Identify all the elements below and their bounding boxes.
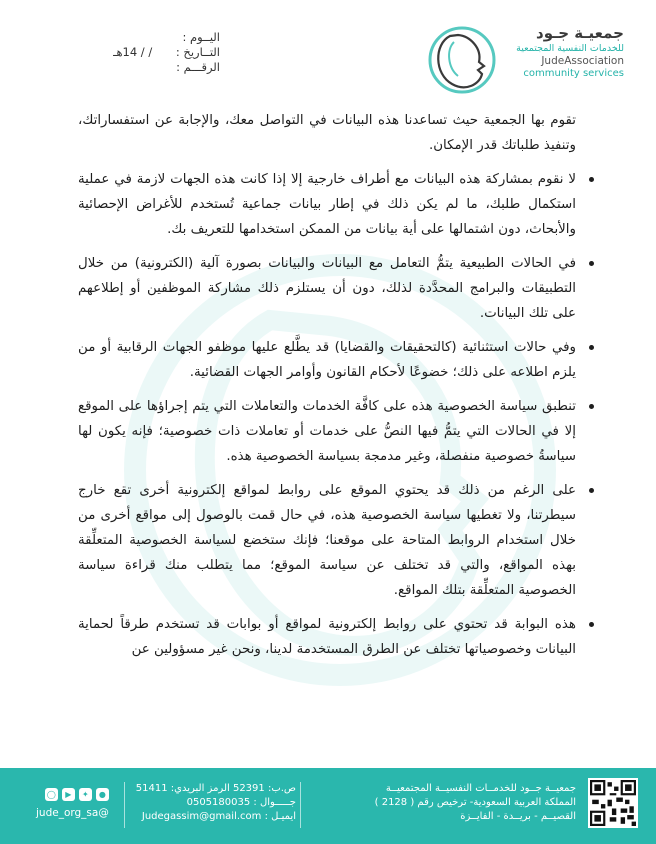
footer-mobile[interactable]: جـــــوال : 0505180035 [186, 797, 296, 808]
qr-code-icon[interactable] [588, 778, 638, 828]
footer-location: القصيــم - بريــدة - الفايــزة [460, 811, 576, 822]
meta-day [60, 30, 220, 45]
footer-bar [0, 768, 656, 844]
bullet-dot-icon [589, 622, 594, 627]
intro-paragraph: تقوم بها الجمعية حيث تساعدنا هذه البيانات في التواصل معك، والإجابة عن استفساراتك، وتنفيذ طلباتك قدر الإمكان. [78, 113, 576, 153]
day-label: اليــوم : [182, 30, 220, 44]
footer-contact-info [136, 782, 296, 824]
bullet-item [78, 612, 576, 662]
footer-license: المملكة العربية السعودية- ترخيص رقم ( 2128 ) [374, 797, 576, 808]
social-handle[interactable]: @jude_org_sa [36, 807, 109, 819]
twitter-icon[interactable]: ✦ [79, 788, 92, 801]
bullet-text: في الحالات الطبيعية يتمُّ التعامل مع البيانات والبيانات بصورة آلية (الكترونية) من خلال التطبيقات والبرامج المحدَّدة لذلك، دون أن يستلزم ذلك مشاركة الموظفين أو إطلاعهم على تلك البيانات. [78, 256, 576, 321]
instagram-icon[interactable]: ◯ [45, 788, 58, 801]
date-label: التــاريخ : [175, 45, 220, 59]
date-value: / / 14هـ [113, 45, 153, 59]
bullet-dot-icon [589, 404, 594, 409]
footer-divider [124, 782, 125, 828]
bullet-text: على الرغم من ذلك قد يحتوي الموقع على روابط لمواقع إلكترونية أخرى تقع خارج سيطرتنا، ولا تغطيها سياسة الخصوصية هذه، في حال قمت بالوصول إلى مواقع أخرى من خلال استخدام الروابط المتاحة على موقعنا؛ فإنك ستخضع لسياسة الخصوصية المتعلِّقة بهذه المواقع، والتي قد تختلف عن سياسة الموقع؛ مما يتطلب منك قراءة سياسة الخصوصية المتعلِّقة بتلك المواقع. [78, 483, 576, 598]
org-subtitle-arabic: للخدمات النفسية المجتمعية [516, 43, 624, 54]
footer-email[interactable]: ايميـل : Judegassim@gmail.com [141, 811, 296, 822]
footer-organization-info [375, 782, 576, 824]
bullet-text: لا نقوم بمشاركة هذه البيانات مع أطراف خارجية إلا إذا كانت هذه الجهات لازمة في عملية استكمال طلبك، ما لم يكن ذلك في إطار بيانات جماعية تُستخدم للأغراض الإحصائية والأبحاث، دون اشتمالها على أية بيانات من الممكن استخدامها للتعريف بك. [78, 172, 576, 237]
bullet-item [78, 478, 576, 603]
organization-logo [424, 18, 624, 98]
qr-pattern-icon [590, 780, 636, 826]
ref-label: الرقـــم : [176, 60, 220, 74]
footer-po-box: ص.ب: 52391 الرمز البريدي: 51411 [135, 783, 296, 794]
bullet-text: هذه البوابة قد تحتوي على روابط إلكترونية لمواقع أو بوابات قد تستخدم طرقاً لحماية البيانات وخصوصياتها تختلف عن الطرق المستخدمة لدينا، ونحن غير مسؤولين عن [78, 617, 576, 657]
meta-ref [60, 60, 220, 75]
bullet-item [78, 335, 576, 385]
youtube-icon[interactable]: ▶ [62, 788, 75, 801]
meta-date [60, 45, 220, 60]
social-icons [36, 788, 109, 801]
footer-org-name: جمعيــة جــود للخدمــات النفسيــة المجتمعيــة [385, 783, 576, 794]
footer-divider [300, 782, 301, 828]
snapchat-icon[interactable]: ● [96, 788, 109, 801]
bullet-dot-icon [589, 345, 594, 350]
head-profile-logo-icon [424, 22, 502, 98]
bullet-item [78, 394, 576, 469]
bullet-dot-icon [589, 488, 594, 493]
bullet-dot-icon [589, 177, 594, 182]
document-meta [60, 30, 220, 75]
org-subtitle-english: community services [523, 68, 624, 79]
org-name-arabic: جمعيـة جـود [536, 24, 624, 42]
bullet-item [78, 251, 576, 326]
bullet-dot-icon [589, 261, 594, 266]
bullet-text: وفي حالات استثنائية (كالتحقيقات والقضايا) قد يطَّلع عليها موظفو الجهات الرقابية أو من يلزم اطلاعه على ذلك؛ خضوعًا لأحكام القانون وأوامر الجهات القضائية. [78, 340, 576, 380]
org-name-english: JudeAssociation [541, 55, 624, 67]
bullet-item [78, 167, 576, 242]
document-body [78, 108, 576, 671]
bullet-text: تنطبق سياسة الخصوصية هذه على كافَّة الخدمات والتعاملات التي يتم إجراؤها على الموقع إلا في الحالات التي يتمُّ فيها النصُّ على خدمات أو تعاملات ذات خصوصية؛ فإنه يكون لها سياسةُ خصوصية منفصلة، وغير مدمجة بسياسة الخصوصية هذه. [78, 399, 576, 464]
footer-social [36, 788, 109, 820]
organization-name-block [506, 24, 624, 80]
